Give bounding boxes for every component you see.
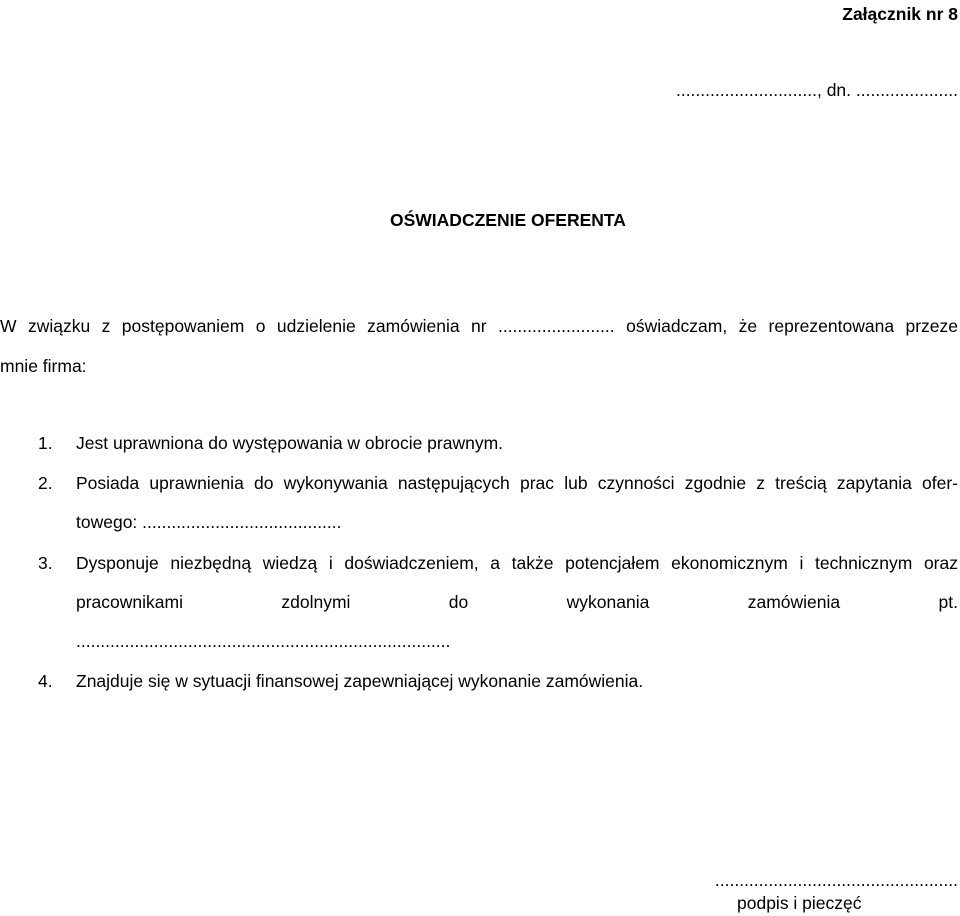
list-item-number: 2. bbox=[38, 473, 53, 493]
list-item-dotted-line: ............................................................................. bbox=[76, 631, 451, 651]
list-item-number: 1. bbox=[38, 433, 53, 453]
list-item-text: Jest uprawniona do występowania w obrocie prawnym. bbox=[76, 433, 504, 453]
list-item-text-continued: pracownikami zdolnymi do wykonania zamówienia pt. bbox=[76, 592, 958, 612]
intro-line-2: mnie firma: bbox=[0, 356, 87, 376]
intro-line-1: W związku z postępowaniem o udzielenie zamówienia nr ........................ oświadczam, że reprezentowana przeze bbox=[0, 316, 958, 336]
document-title: OŚWIADCZENIE OFERENTA bbox=[390, 210, 626, 230]
list-item-number: 4. bbox=[38, 671, 53, 691]
signature-dotted-line: .................................................. bbox=[714, 870, 958, 890]
list-item-number: 3. bbox=[38, 553, 53, 573]
place-date-field: ............................., dn. ..................... bbox=[675, 80, 958, 100]
list-item-text: Znajduje się w sytuacji finansowej zapewniającej wykonanie zamówienia. bbox=[76, 671, 644, 691]
list-item-text-continued: towego: ......................................... bbox=[76, 512, 342, 532]
list-item-text: Posiada uprawnienia do wykonywania następujących prac lub czynności zgodnie z treścią zapytania ofer- bbox=[76, 473, 958, 493]
signature-label: podpis i pieczęć bbox=[737, 893, 862, 913]
list-item-text: Dysponuje niezbędną wiedzą i doświadczeniem, a także potencjałem ekonomicznym i technicznym oraz bbox=[76, 553, 958, 573]
attachment-label: Załącznik nr 8 bbox=[842, 4, 958, 24]
